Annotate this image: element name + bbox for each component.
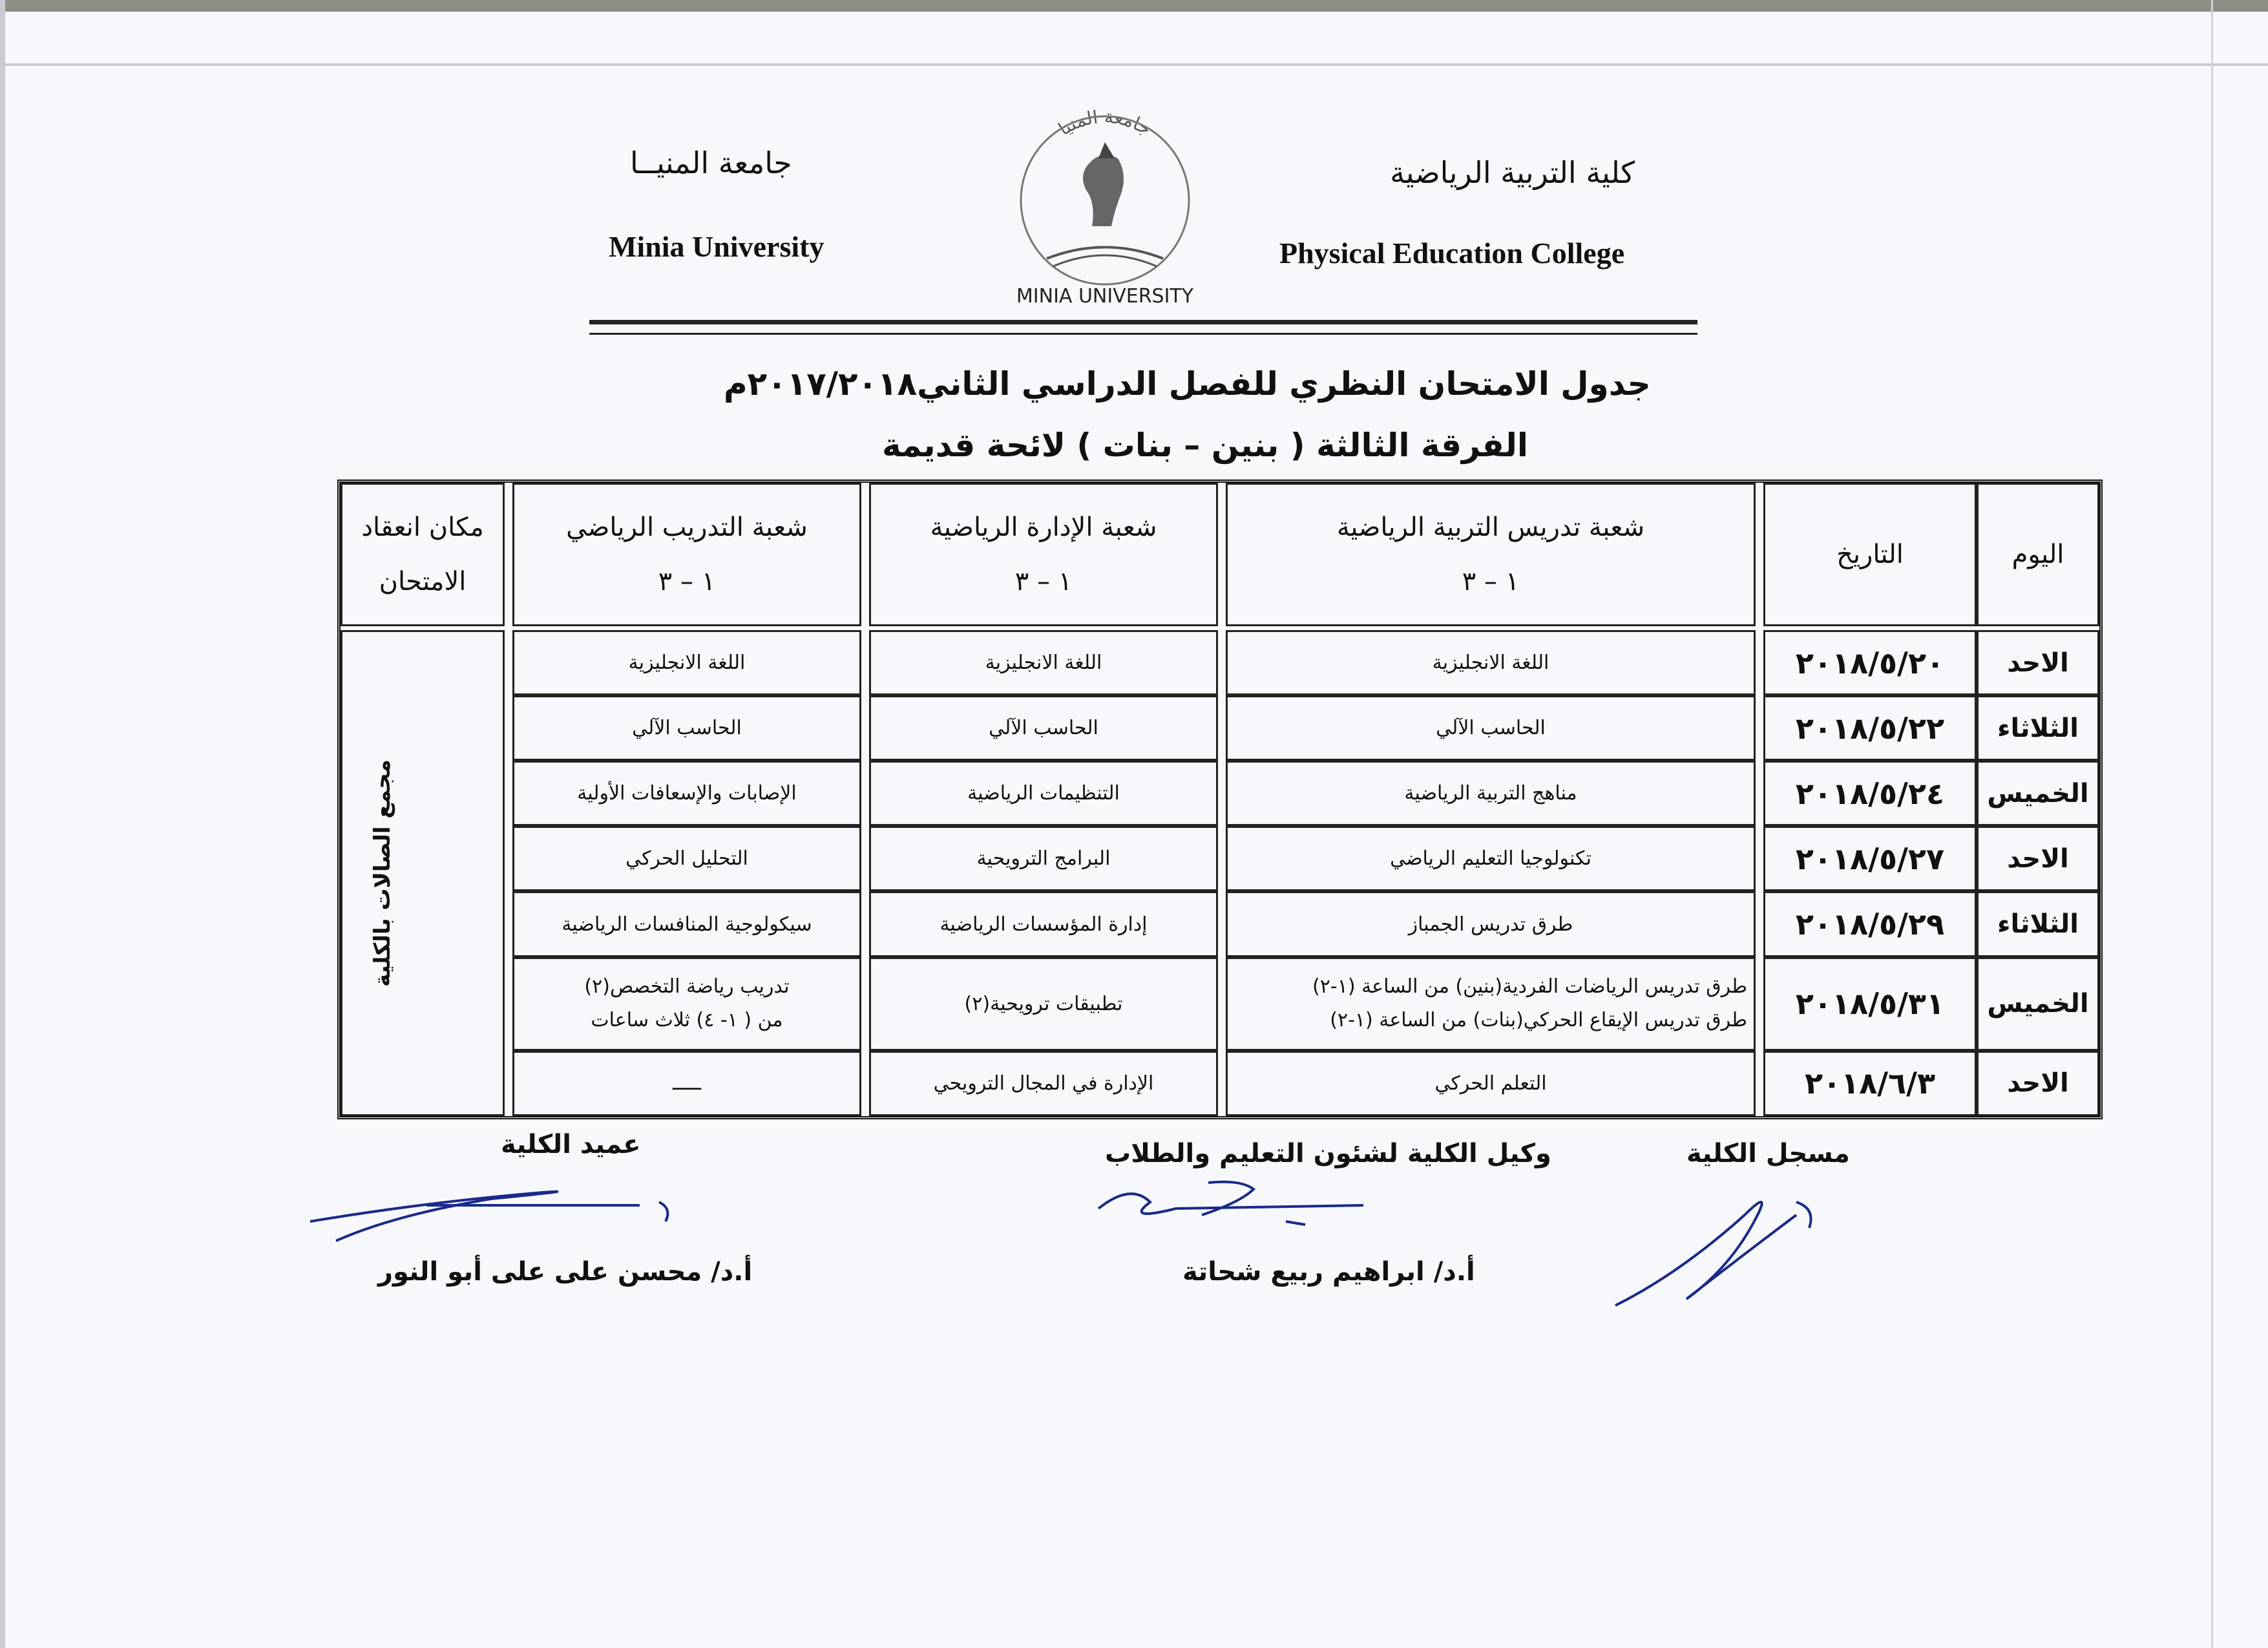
university-name-english: Minia University — [609, 230, 824, 263]
header-training-label: شعبة التدريب الرياضي — [566, 512, 808, 542]
exam-schedule-table — [337, 480, 2103, 1119]
header-teaching-label: شعبة تدريس التربية الرياضية — [1336, 512, 1645, 542]
header-venue-line2: الامتحان — [379, 566, 467, 597]
cell-training: الحاسب الآلي — [512, 695, 861, 761]
table-row — [341, 1051, 2099, 1116]
scan-edge-line — [2211, 0, 2213, 1648]
vice-dean-name: أ.د/ ابراهيم ربيع شحاتة — [1182, 1257, 1475, 1287]
header-venue-line1: مكان انعقاد — [361, 512, 484, 542]
cell-day: الثلاثاء — [1977, 891, 2099, 956]
header-rule-thin — [589, 333, 1697, 335]
table-row — [341, 761, 2099, 826]
cell-date: ٢٠١٨/٥/٢٧ — [1763, 826, 1977, 891]
header-teaching — [1226, 483, 1756, 626]
cell-training: اللغة الانجليزية — [512, 630, 861, 695]
cell-date: ٢٠١٨/٥/٢٠ — [1763, 630, 1977, 695]
cell-teaching — [1226, 957, 1756, 1051]
cell-management: الحاسب الآلي — [869, 695, 1218, 761]
header-training — [512, 483, 861, 626]
cell-management: التنظيمات الرياضية — [869, 761, 1218, 826]
table-row — [341, 630, 2099, 695]
cell-management: اللغة الانجليزية — [869, 630, 1218, 695]
cell-teaching: تكنولوجيا التعليم الرياضي — [1226, 826, 1756, 891]
header-training-sub: ١ – ٣ — [658, 566, 716, 597]
cell-management: إدارة المؤسسات الرياضية — [869, 891, 1218, 956]
header-date: التاريخ — [1763, 483, 1977, 626]
cell-management: تطبيقات ترويحية(٢) — [869, 957, 1218, 1051]
registrar-label: مسجل الكلية — [1686, 1139, 1850, 1168]
header-teaching-sub: ١ – ٣ — [1462, 566, 1520, 597]
registrar-signature — [1602, 1176, 1848, 1318]
table-row — [341, 826, 2099, 891]
header-management — [869, 483, 1218, 626]
header-management-label: شعبة الإدارة الرياضية — [930, 512, 1157, 542]
university-name-arabic: جامعة المنيــا — [630, 145, 792, 180]
scan-left-edge — [0, 0, 5, 1648]
dean-label: عميد الكلية — [501, 1130, 641, 1159]
logo-top-text: جامعة المنيا — [1054, 105, 1155, 140]
table-row — [341, 891, 2099, 956]
college-name-arabic: كلية التربية الرياضية — [1390, 155, 1635, 190]
header-management-sub: ١ – ٣ — [1014, 566, 1073, 597]
cell-day: الخميس — [1977, 761, 2099, 826]
cell-training: ـــــ — [512, 1051, 861, 1116]
college-name-english: Physical Education College — [1279, 237, 1625, 269]
cell-training — [512, 957, 861, 1051]
cell-training: التحليل الحركي — [512, 826, 861, 891]
cell-date: ٢٠١٨/٥/٣١ — [1763, 957, 1977, 1051]
vice-dean-label: وكيل الكلية لشئون التعليم والطلاب — [1105, 1139, 1551, 1168]
cell-training-line1: تدريب رياضة التخصص(٢) — [584, 975, 790, 998]
cell-training-line2: من ( ١- ٤) ثلاث ساعات — [591, 1009, 783, 1032]
cell-training: الإصابات والإسعافات الأولية — [512, 761, 861, 826]
cell-management: البرامج الترويحية — [869, 826, 1218, 891]
cell-training: سيكولوجية المنافسات الرياضية — [512, 891, 861, 956]
cell-day: الثلاثاء — [1977, 695, 2099, 761]
scan-top-band — [0, 0, 2268, 12]
cell-teaching: مناهج التربية الرياضية — [1226, 761, 1756, 826]
cell-teaching: الحاسب الآلي — [1226, 695, 1756, 761]
table-header-row — [341, 483, 2099, 626]
university-logo — [1008, 97, 1202, 310]
dean-name: أ.د/ محسن على على أبو النور — [378, 1257, 753, 1287]
cell-day: الاحد — [1977, 1051, 2099, 1116]
table-row — [341, 695, 2099, 761]
cell-day: الاحد — [1977, 826, 2099, 891]
cell-management: الإدارة في المجال الترويحي — [869, 1051, 1218, 1116]
cell-teaching-line2: طرق تدريس الإيقاع الحركي(بنات) من الساعة (١-٢) — [1330, 1009, 1747, 1032]
cell-teaching: اللغة الانجليزية — [1226, 630, 1756, 695]
scan-fold-line — [0, 63, 2268, 66]
cell-day: الاحد — [1977, 630, 2099, 695]
cell-date: ٢٠١٨/٥/٢٩ — [1763, 891, 1977, 956]
cell-date: ٢٠١٨/٥/٢٤ — [1763, 761, 1977, 826]
header-venue — [341, 483, 505, 626]
venue-text: مجمع الصالات بالكلية — [370, 759, 396, 987]
cell-day: الخميس — [1977, 957, 2099, 1051]
header-day: اليوم — [1977, 483, 2099, 626]
vice-dean-signature — [1092, 1170, 1402, 1241]
page-subtitle: الفرقة الثالثة ( بنين – بنات ) لائحة قديمة — [882, 427, 1529, 464]
cell-teaching: التعلم الحركي — [1226, 1051, 1756, 1116]
logo-bottom-text: MINIA UNIVERSITY — [1016, 285, 1194, 308]
cell-teaching: طرق تدريس الجمباز — [1226, 891, 1756, 956]
table-row — [341, 957, 2099, 1051]
cell-date: ٢٠١٨/٥/٢٢ — [1763, 695, 1977, 761]
dean-signature — [297, 1176, 698, 1254]
cell-date: ٢٠١٨/٦/٣ — [1763, 1051, 1977, 1116]
page-title: جدول الامتحان النظري للفصل الدراسي الثاني٢٠١٧/٢٠١٨م — [724, 365, 1651, 403]
cell-venue — [341, 630, 505, 1116]
header-rule — [589, 320, 1697, 324]
cell-teaching-line1: طرق تدريس الرياضات الفردية(بنين) من الساعة (١-٢) — [1312, 975, 1747, 998]
